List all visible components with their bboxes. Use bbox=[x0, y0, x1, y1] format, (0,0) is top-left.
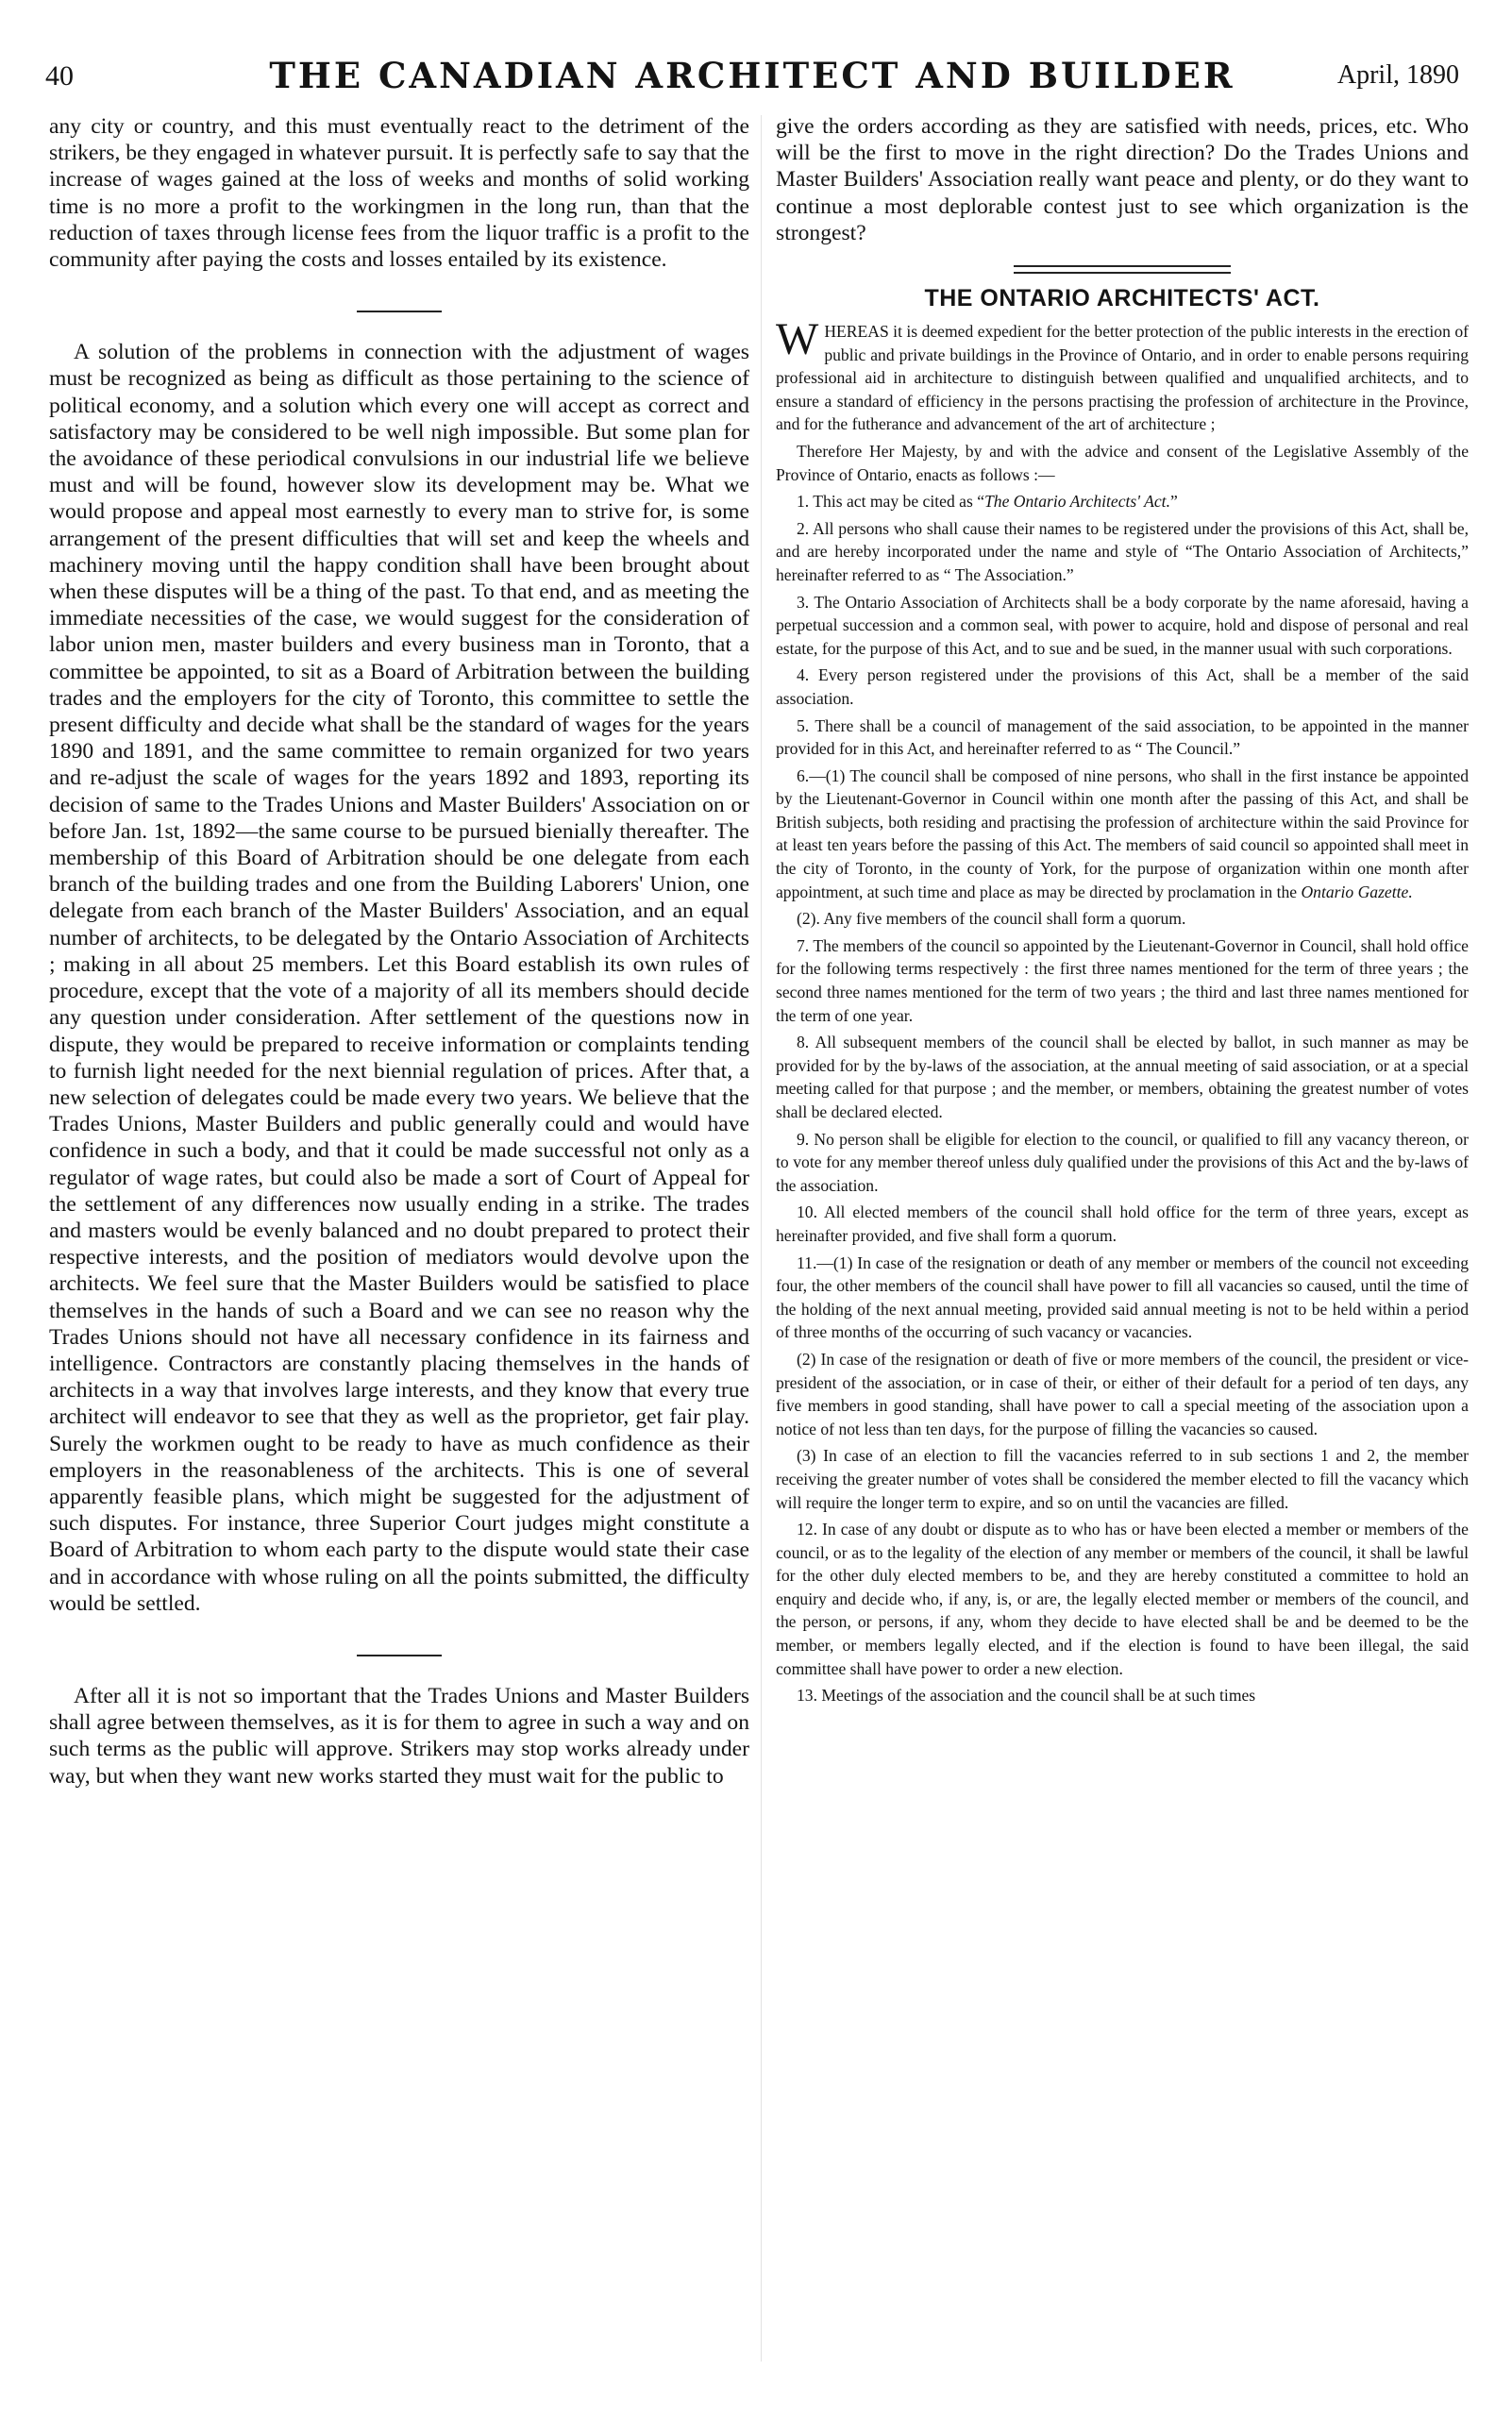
section-12: 12. In case of any doubt or dispute as to who has or have been elected a member or members of the council, or as to the legality of the election of any member or members of the council, it shall be lawful for the other duly elected members to be, and they are hereby constituted a committee to hold an enquiry and decide who, if any, is, or are, the legally elected member or members of the council, and the person, or persons, if any, whom they decide to have elected shall be and be deemed to be the member, or members legally elected, and if the election is found to have been illegal, the said committee shall have power to order a new election. bbox=[776, 1520, 1469, 1678]
section-1 bbox=[776, 490, 1469, 513]
article-paragraph: any city or country, and this must eventually react to the detriment of the strikers, be they engaged in whatever pursuit. It is perfectly safe to say that the increase of wages gained at the loss of weeks and months of solid working time is no more a profit to the workingmen in the long run, than that the reduction of taxes through license fees from the liquor traffic is a profit to the community after paying the costs and losses entailed by its existence. bbox=[49, 114, 749, 273]
section-8: 8. All subsequent members of the council shall be elected by ballot, in such manner as may be provided for by the by-laws of the association, at the annual meeting of said association, or at a special meeting called for that purpose ; and the member, or members, obtaining the greatest number of votes shall be declared elected. bbox=[776, 1033, 1469, 1122]
section-4: 4. Every person registered under the provisions of this Act, shall be a member of the said association. bbox=[776, 665, 1469, 708]
enacting-clause: Therefore Her Majesty, by and with the advice and consent of the Legislative Assembly of the Province of Ontario, enacts as follows :— bbox=[776, 441, 1469, 484]
section-1-text: 1. This act may be cited as “ bbox=[797, 492, 985, 512]
masthead-title: THE CANADIAN ARCHITECT AND BUILDER bbox=[269, 55, 1235, 96]
act-heading: THE ONTARIO ARCHITECTS' ACT. bbox=[924, 285, 1320, 312]
preamble-text: HEREAS it is deemed expedient for the better protection of the public interests in the erection of public and private buildings in the Province of Ontario, and in order to enable persons requiring professional aid in architecture to distinguish between qualified and unqualified architects, and to ensure a standard of efficiency in the persons practising the profession of architecture in the Province, and for the futherance and advancement of the art of architecture ; bbox=[776, 322, 1469, 434]
section-1-close: ” bbox=[1169, 492, 1178, 512]
section-7: 7. The members of the council so appointed by the Lieutenant-Governor in Council, shall hold office for the following terms respectively : the first three names mentioned for the term of three years ; the second three names mentioned for the term of two years ; the third and last three names mentioned for the term of one year. bbox=[776, 935, 1469, 1025]
issue-date: April, 1890 bbox=[1336, 60, 1459, 90]
act-preamble bbox=[776, 314, 1469, 436]
article-continuation: give the orders according as they are satisfied with needs, prices, etc. Who will be the first to move in the right direction? Do the Trades Unions and Master Builders' Association really want peace and plenty, or do they want to continue a most deplorable contest just to see which organization is the strongest? bbox=[776, 114, 1469, 245]
section-3: 3. The Ontario Association of Architects shall be a body corporate by the name aforesaid, having a perpetual succession and a common seal, with power to acquire, hold and dispose of personal and real estate, for the purpose of this Act, and to sue and be sued, in the manner usual with such corporations. bbox=[776, 592, 1469, 658]
section-divider bbox=[357, 311, 442, 312]
gazette-name: Ontario Gazette. bbox=[1301, 882, 1413, 901]
section-11-2: (2) In case of the resignation or death of five or more members of the council, the president or vice-president of the association, or in case of their, or either of their default for a period of ten days, any five members in good standing, shall have power to call a special meeting of the association upon a notice of not less than ten days, for the purpose of filling the vacancies so caused. bbox=[776, 1349, 1469, 1438]
section-11-1: 11.—(1) In case of the resignation or death of any member or members of the council not exceeding four, the other members of the council shall have power to fill all vacancies so caused, until the time of the holding of the next annual meeting, provided said annual meeting is not to be held within a period of three months of the occurring of such vacancy or vacancies. bbox=[776, 1253, 1469, 1342]
section-2: 2. All persons who shall cause their names to be registered under the provisions of this Act, shall be, and are hereby incorporated under the name and style of “The Ontario Association of Architects,” hereinafter referred to as “ The Association.” bbox=[776, 518, 1469, 584]
page-number: 40 bbox=[45, 60, 74, 92]
column-divider bbox=[761, 115, 762, 2362]
drop-cap: W bbox=[776, 314, 819, 365]
right-column bbox=[776, 113, 1469, 1711]
double-rule-divider bbox=[1014, 265, 1231, 274]
section-13: 13. Meetings of the association and the council shall be at such times bbox=[797, 1686, 1256, 1706]
section-6-2: (2). Any five members of the council shall form a quorum. bbox=[797, 909, 1186, 929]
running-head bbox=[45, 55, 1459, 104]
section-divider bbox=[357, 1655, 442, 1656]
article-paragraph: After all it is not so important that the Trades Unions and Master Builders shall agree between themselves, as it is for them to agree in such a way and on such terms as the public will approve. Strikers may stop works already under way, but when they want new works started they must wait for the public to bbox=[49, 1683, 749, 1789]
article-paragraph: A solution of the problems in connection with the adjustment of wages must be recognized as being as difficult as those pertaining to the science of political economy, and a solution which every one will accept as correct and satisfactory may be considered to be well nigh impossible. But some plan for the avoidance of these periodical convulsions in our industrial life we believe must and will be found, however slow its development may be. What we would propose and appeal most earnestly to every man to strive for, is some arrangement of the present difficulties that will set and keep the wheels and machinery moving until the happy condition shall have been brought about when these disputes will be a thing of the past. To that end, and as meeting the immediate necessities of the case, we would suggest for the consideration of labor union men, master builders and every business man in Toronto, that a committee be appointed, to sit as a Board of Arbitration between the building trades and the employers for the city of Toronto, this committee to settle the present difficulty and decide what shall be the standard of wages for the years 1890 and 1891, and the same committee to remain organized for two years and re-adjust the scale of wages for the years 1892 and 1893, reporting its decision of same to the Trades Unions and Master Builders' Association on or before Jan. 1st, 1892—the same course to be pursued bienially thereafter. The membership of this Board of Arbitration should be one delegate from each branch of the building trades and one from the Building Laborers' Union, one delegate from each branch of the Master Builders' Association, and an equal number of architects, to be delegated by the Ontario Association of Architects ; making in all about 25 members. Let this Board establish its own rules of procedure, except that the vote of a majority of all its members should decide any question under consideration. After settlement of the questions now in dispute, they would be prepared to receive information or complaints tending to furnish light needed for the next biennial regulation of prices. After that, a new selection of delegates could be made every two years. We believe that the Trades Unions, Master Builders and public generally could and would have confidence in such a body, and that it could be made successful not only as a regulator of wage rates, but could also be made a sort of Court of Appeal for the settlement of any differences now usually ending in a strike. The trades and masters would be evenly balanced and no doubt prepared to protect their respective interests, and the position of mediators would devolve upon the architects. We feel sure that the Master Builders would be satisfied to place themselves in the hands of such a Board and we can see no reason why the Trades Unions should not have all necessary confidence in its fairness and intelligence. Contractors are constantly placing themselves in the hands of architects in a way that involves large interests, and they know that every true architect will endeavor to see that they as well as the proprietor, get fair play. Surely the workmen ought to be ready to have as much confidence as their employers in the reasonableness of the architects. This is one of several apparently feasible plans, which might be suggested for the adjustment of such disputes. For instance, three Superior Court judges might constitute a Board of Arbitration to whom each party to the dispute would state their case and in accordance with whose ruling on all the points submitted, the difficulty would be settled. bbox=[49, 340, 749, 1616]
section-10: 10. All elected members of the council shall hold office for the term of three years, except as hereinafter provided, and five shall form a quorum. bbox=[776, 1202, 1469, 1245]
section-6-text: 6.—(1) The council shall be composed of nine persons, who shall in the first instance be appointed by the Lieutenant-Governor in Council within one month after the passing of this Act, and shall be British subjects, both residing and practising the profession of architecture within the said Province for at least ten years before the passing of this Act. The members of said council so appointed shall meet in the city of Toronto, in the county of York, for the purpose of organization within one month after appointment, at such time and place as may be directed by proclamation in the bbox=[776, 765, 1469, 901]
section-6-1 bbox=[776, 765, 1469, 904]
act-short-title: The Ontario Architects' Act. bbox=[984, 492, 1170, 512]
section-5: 5. There shall be a council of management of the said association, to be appointed in the manner provided for in this Act, and hereinafter referred to as “ The Council.” bbox=[776, 715, 1469, 759]
left-column bbox=[49, 113, 749, 1790]
section-9: 9. No person shall be eligible for election to the council, or qualified to fill any vacancy thereon, or to vote for any member thereof unless duly qualified under the provisions of this Act and the by-laws of the association. bbox=[776, 1129, 1469, 1195]
section-11-3: (3) In case of an election to fill the vacancies referred to in sub sections 1 and 2, the member receiving the greater number of votes shall be considered the member elected to fill the vacancy which will require the longer term to expire, and so on until the vacancies are filled. bbox=[776, 1446, 1469, 1512]
